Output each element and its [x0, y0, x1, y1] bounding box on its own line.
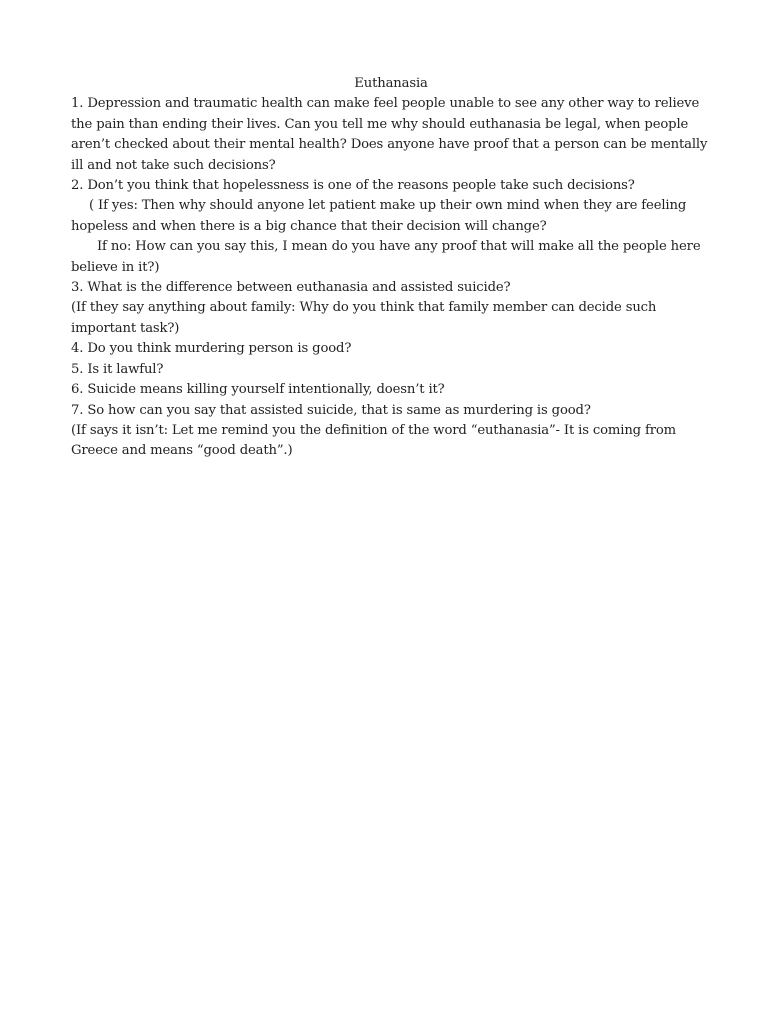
- question-7: 7. So how can you say that assisted suicide, that is same as murdering is good?: [71, 402, 591, 418]
- question-4: 4. Do you think murdering person is good?: [71, 341, 352, 357]
- document-title: Euthanasia: [354, 76, 428, 91]
- question-6: 6. Suicide means killing yourself intentionally, doesn’t it?: [71, 382, 445, 398]
- question-2: 2. Don’t you think that hopelessness is one of the reasons people take such decisions?: [71, 178, 635, 194]
- question-3-followup: (If they say anything about family: Why do you think that family member can decide such important task?): [71, 300, 657, 336]
- question-2-if-no: If no: How can you say this, I mean do you have any proof that will make all the people here believe in it?): [71, 239, 701, 275]
- question-3: 3. What is the difference between euthanasia and assisted suicide?: [71, 280, 511, 296]
- question-1: 1. Depression and traumatic health can make feel people unable to see any other way to relieve the pain than ending their lives. Can you tell me why should euthanasia be legal, when people aren’t checked about their mental health? Does anyone have proof that a person can be mentally ill and not take such decisions?: [71, 96, 708, 173]
- document-body: [71, 74, 711, 462]
- question-2-if-yes: ( If yes: Then why should anyone let patient make up their own mind when they are feeling hopeless and when there is a big chance that their decision will change?: [71, 198, 687, 234]
- question-5: 5. Is it lawful?: [71, 361, 164, 377]
- question-7-followup: (If says it isn’t: Let me remind you the definition of the word “euthanasia”- It is coming from Greece and means “good death”.): [71, 422, 677, 459]
